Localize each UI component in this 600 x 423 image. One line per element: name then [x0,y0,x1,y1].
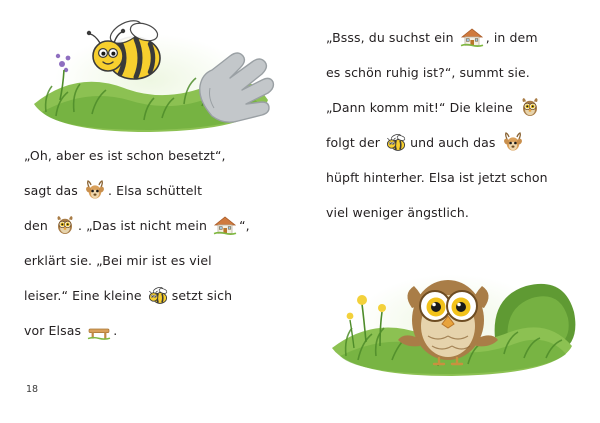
page-number: 18 [26,384,39,395]
text-run: den [24,218,48,233]
text-run: „Bsss, du suchst ein [326,30,454,45]
bee-icon [148,284,170,319]
text-run: setzt sich [171,288,233,303]
bench-icon [87,319,111,354]
text-run: vor Elsas [24,323,82,338]
text-run: hüpft hinterher. Elsa ist jetzt schon [326,170,548,185]
text-run: viel weniger ängstlich. [326,205,469,220]
text-run: „Oh, aber es ist schon besetzt“, [24,148,226,163]
text-run: „Dann komm mit!“ Die kleine [326,100,513,115]
text-run: und auch das [410,135,496,150]
text-run: . Elsa schüttelt [107,183,203,198]
bee-and-hand-illustration [16,8,284,138]
text-line [24,278,286,313]
text-run: es schön ruhig ist?“, summt sie. [326,65,530,80]
right-column-text [326,20,588,230]
text-line [326,55,588,90]
text-line [24,208,286,243]
house-icon [213,214,237,249]
text-run: erklärt sie. „Bei mir ist es viel [24,253,212,268]
left-column [16,0,284,423]
text-run: folgt der [326,135,380,150]
text-line [326,20,588,55]
text-run: , in dem [485,30,538,45]
right-column [318,0,586,423]
text-run: sagt das [24,183,78,198]
owl-illustration [318,250,586,380]
text-run: . „Das ist nicht mein [77,218,207,233]
left-column-text [24,138,286,348]
text-line [24,138,286,173]
text-run: . [113,323,118,338]
text-line [24,243,286,278]
text-run: “, [239,218,250,233]
text-line [326,160,588,195]
text-line [326,195,588,230]
text-line [326,90,588,125]
text-run: leiser.“ Eine kleine [24,288,142,303]
text-line [24,173,286,208]
text-line [326,125,588,160]
